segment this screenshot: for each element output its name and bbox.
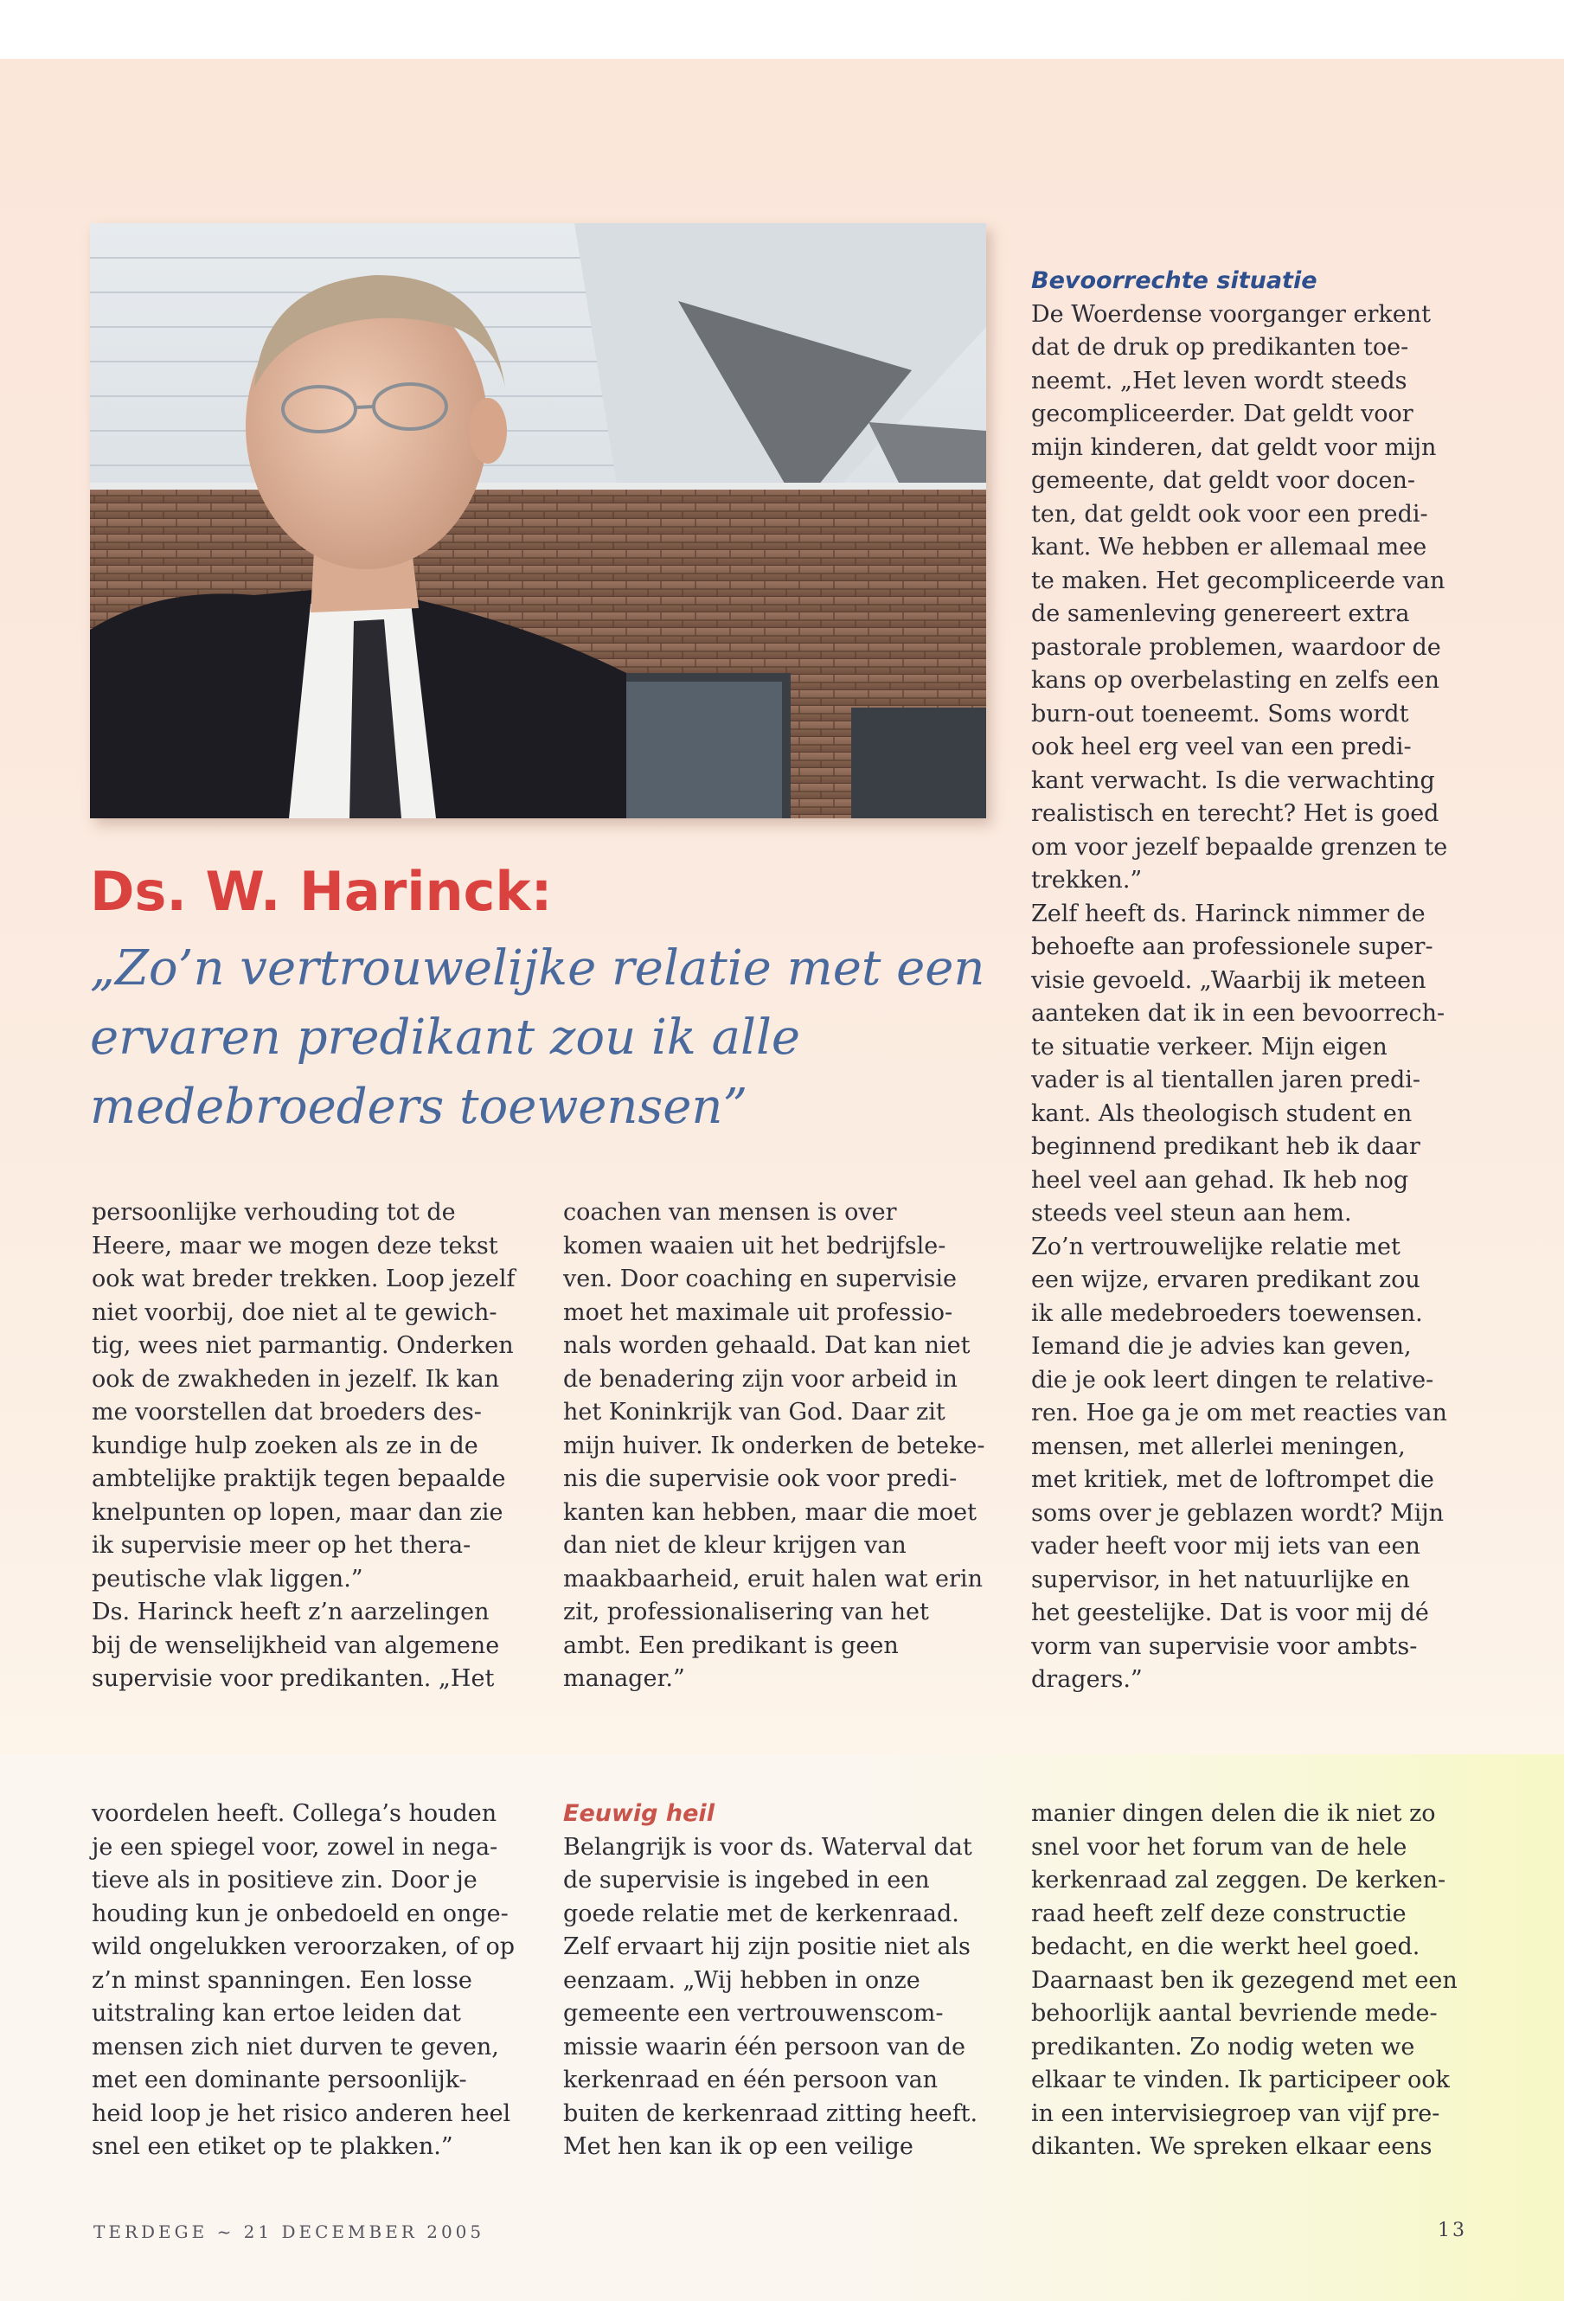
portrait-photo	[90, 223, 986, 818]
text-line: nals worden gehaald. Dat kan niet	[563, 1332, 971, 1359]
text-line: ten, dat geldt ook voor een predi-	[1031, 500, 1428, 528]
text-line: een wijze, ervaren predikant zou	[1031, 1266, 1420, 1293]
text-line: z’n minst spanningen. Een losse	[92, 1966, 472, 1994]
text-line: ik alle medebroeders toewensen.	[1031, 1299, 1423, 1327]
text-line: tig, wees niet parmantig. Onderken	[92, 1332, 514, 1359]
text-line: kant verwacht. Is die verwachting	[1031, 766, 1435, 794]
lower-column-2	[563, 1798, 1013, 2164]
upper-column-1	[92, 1196, 542, 1696]
article-subtitle-quote	[90, 934, 985, 1142]
text-line: de samenleving genereert extra	[1031, 600, 1410, 627]
text-line: Met hen kan ik op een veilige	[563, 2133, 913, 2160]
text-line: peutische vlak liggen.”	[92, 1565, 363, 1593]
text-line: trekken.”	[1031, 867, 1143, 894]
subtitle-line: medebroeders toewensen”	[90, 1079, 748, 1135]
text-line: gemeente, dat geldt voor docen-	[1031, 467, 1416, 494]
text-line: raad heeft zelf deze constructie	[1031, 1900, 1407, 1927]
text-line: je een spiegel voor, zowel in nega-	[92, 1833, 498, 1861]
text-line: moet het maximale uit professio-	[563, 1298, 953, 1326]
text-line: Belangrijk is voor ds. Waterval dat	[563, 1833, 972, 1861]
text-line: de benadering zijn voor arbeid in	[563, 1365, 958, 1393]
text-line: behoefte aan professionele super-	[1031, 933, 1433, 960]
text-line: voordelen heeft. Collega’s houden	[92, 1800, 497, 1827]
text-line: kundige hulp zoeken als ze in de	[92, 1432, 478, 1459]
text-line: die je ook leert dingen te relative-	[1031, 1366, 1434, 1394]
text-line: supervisie voor predikanten. „Het	[92, 1665, 495, 1692]
text-line: visie gevoeld. „Waarbij ik meteen	[1031, 966, 1426, 994]
text-line: mijn kinderen, dat geldt voor mijn	[1031, 433, 1437, 461]
text-line: wild ongelukken veroorzaken, of op	[92, 1933, 515, 1960]
text-line: kant. We hebben er allemaal mee	[1031, 534, 1427, 561]
text-line: kant. Als theologisch student en	[1031, 1099, 1413, 1127]
text-line: Zo’n vertrouwelijke relatie met	[1031, 1233, 1401, 1260]
text-line: coachen van mensen is over	[563, 1199, 897, 1226]
text-line: buiten de kerkenraad zitting heeft.	[563, 2099, 978, 2127]
publication-footer: TERDEGE ~ 21 DECEMBER 2005	[93, 2221, 485, 2242]
text-line: om voor jezelf bepaalde grenzen te	[1031, 833, 1448, 861]
text-line: het geestelijke. Dat is voor mij dé	[1031, 1599, 1429, 1626]
text-line: gecompliceerder. Dat geldt voor	[1031, 401, 1413, 427]
text-line: realistisch en terecht? Het is goed	[1031, 800, 1439, 827]
text-line: mensen, met allerlei meningen,	[1031, 1433, 1406, 1460]
text-line: snel een etiket op te plakken.”	[92, 2133, 453, 2160]
text-line: te maken. Het gecompliceerde van	[1031, 567, 1445, 594]
text-line: ambtelijke praktijk tegen bepaalde	[92, 1465, 506, 1492]
section-heading-bevoorrechte-situatie: Bevoorrechte situatie	[1031, 267, 1317, 294]
text-line: dan niet de kleur krijgen van	[563, 1532, 907, 1559]
subtitle-line: „Zo’n vertrouwelijke relatie met een	[90, 940, 985, 997]
text-line: predikanten. Zo nodig weten we	[1031, 2033, 1415, 2061]
upper-column-3	[1031, 265, 1481, 1697]
text-line: persoonlijke verhouding tot de	[92, 1199, 456, 1226]
text-line: beginnend predikant heb ik daar	[1031, 1133, 1420, 1160]
text-line: de supervisie is ingebed in een	[563, 1867, 930, 1894]
text-line: vorm van supervisie voor ambts-	[1031, 1632, 1418, 1660]
text-line: missie waarin één persoon van de	[563, 2033, 965, 2061]
lower-column-1	[92, 1798, 542, 2164]
text-line: heel veel aan gehad. Ik heb nog	[1031, 1166, 1409, 1194]
text-line: mensen zich niet durven te geven,	[92, 2033, 499, 2061]
text-line: het Koninkrijk van God. Daar zit	[563, 1399, 945, 1426]
text-line: ambt. Een predikant is geen	[563, 1631, 899, 1659]
text-line: ook de zwakheden in jezelf. Ik kan	[92, 1365, 500, 1393]
text-line: behoorlijk aantal bevriende mede-	[1031, 2000, 1438, 2027]
text-line: bij de wenselijkheid van algemene	[92, 1631, 500, 1659]
text-line: Heere, maar we mogen deze tekst	[92, 1232, 498, 1259]
text-line: De Woerdense voorganger erkent	[1031, 300, 1431, 328]
text-line: supervisor, in het natuurlijke en	[1031, 1566, 1410, 1593]
article-title: Ds. W. Harinck:	[90, 860, 553, 923]
text-line: kerkenraad en één persoon van	[563, 2067, 939, 2093]
text-line: gemeente een vertrouwenscom-	[563, 2000, 944, 2027]
lower-column-3	[1031, 1798, 1498, 2164]
text-line: mijn huiver. Ik onderken de beteke-	[563, 1432, 985, 1459]
text-line: kans op overbelasting en zelfs een	[1031, 667, 1439, 694]
text-line: ook heel erg veel van een predi-	[1031, 734, 1412, 760]
text-line: snel voor het forum van de hele	[1031, 1833, 1407, 1861]
text-line: neemt. „Het leven wordt steeds	[1031, 367, 1407, 394]
text-line: manager.”	[563, 1665, 685, 1692]
text-line: komen waaien uit het bedrijfsle-	[563, 1232, 946, 1259]
text-line: Zelf heeft ds. Harinck nimmer de	[1031, 900, 1426, 927]
text-line: uitstraling kan ertoe leiden dat	[92, 2000, 461, 2027]
section-heading-eeuwig-heil: Eeuwig heil	[563, 1800, 715, 1827]
text-line: dat de druk op predikanten toe-	[1031, 334, 1409, 361]
text-line: manier dingen delen die ik niet zo	[1031, 1800, 1436, 1827]
text-line: knelpunten op lopen, maar dan zie	[92, 1498, 503, 1526]
page-number: 13	[1438, 2220, 1467, 2241]
text-line: in een intervisiegroep van vijf pre-	[1031, 2099, 1440, 2127]
text-line: me voorstellen dat broeders des-	[92, 1399, 482, 1426]
text-line: soms over je geblazen wordt? Mijn	[1031, 1499, 1445, 1527]
text-line: kerkenraad zal zeggen. De kerken-	[1031, 1867, 1446, 1894]
text-line: dikanten. We spreken elkaar eens	[1031, 2133, 1433, 2160]
text-line: burn-out toeneemt. Soms wordt	[1031, 700, 1409, 727]
text-line: heid loop je het risico anderen heel	[92, 2099, 511, 2127]
text-line: Zelf ervaart hij zijn positie niet als	[563, 1933, 971, 1960]
text-line: houding kun je onbedoeld en onge-	[92, 1900, 509, 1927]
text-line: te situatie verkeer. Mijn eigen	[1031, 1033, 1388, 1061]
text-line: maakbaarheid, eruit halen wat erin	[563, 1565, 983, 1593]
text-line: vader is al tientallen jaren predi-	[1031, 1067, 1421, 1093]
text-line: elkaar te vinden. Ik participeer ook	[1031, 2067, 1450, 2093]
text-line: met een dominante persoonlijk-	[92, 2067, 467, 2093]
text-line: tieve als in positieve zin. Door je	[92, 1867, 478, 1894]
text-line: eenzaam. „Wij hebben in onze	[563, 1966, 920, 1994]
text-line: niet voorbij, doe niet al te gewich-	[92, 1298, 497, 1326]
text-line: vader heeft voor mij iets van een	[1031, 1533, 1420, 1560]
text-line: dragers.”	[1031, 1666, 1143, 1693]
text-line: ook wat breder trekken. Loop jezelf	[92, 1266, 516, 1292]
text-line: ik supervisie meer op het thera-	[92, 1532, 471, 1559]
text-line: Iemand die je advies kan geven,	[1031, 1333, 1412, 1360]
subtitle-line: ervaren predikant zou ik alle	[90, 1009, 800, 1066]
text-line: ven. Door coaching en supervisie	[563, 1266, 958, 1292]
upper-column-2	[563, 1196, 1013, 1696]
text-line: zit, professionalisering van het	[563, 1599, 929, 1625]
text-line: met kritiek, met de loftrompet die	[1031, 1466, 1434, 1493]
text-line: kanten kan hebben, maar die moet	[563, 1498, 977, 1526]
text-line: pastorale problemen, waardoor de	[1031, 633, 1441, 661]
text-line: goede relatie met de kerkenraad.	[563, 1900, 959, 1927]
text-line: nis die supervisie ook voor predi-	[563, 1465, 958, 1492]
text-line: bedacht, en die werkt heel goed.	[1031, 1933, 1420, 1960]
text-line: steeds veel steun aan hem.	[1031, 1200, 1352, 1227]
text-line: Daarnaast ben ik gezegend met een	[1031, 1966, 1458, 1994]
text-line: aanteken dat ik in een bevoorrech-	[1031, 1000, 1445, 1027]
text-line: Ds. Harinck heeft z’n aarzelingen	[92, 1599, 490, 1625]
text-line: ren. Hoe ga je om met reacties van	[1031, 1400, 1447, 1426]
